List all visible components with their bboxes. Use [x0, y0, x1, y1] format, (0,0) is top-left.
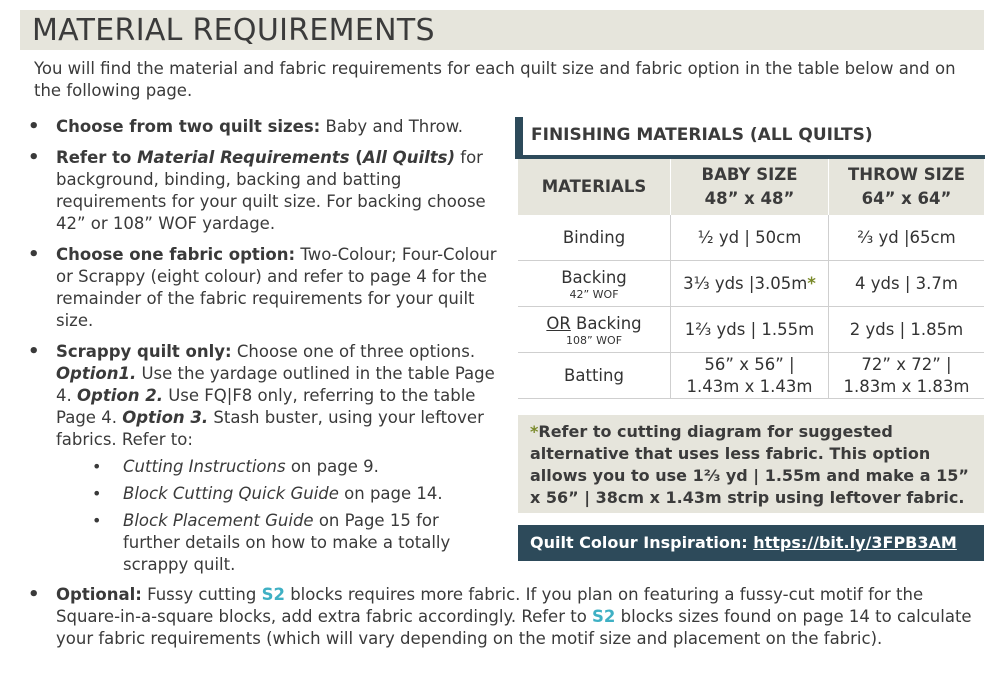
backing-note: [518, 415, 984, 513]
list-item-reference: All Quilts): [362, 148, 456, 167]
cell-value: 1.83m x 1.83m: [843, 376, 970, 396]
list-item-text: blocks sizes found on page 14 to calculate your fabric requirements (which will vary depending on the motif size and placement on the fabric).: [56, 607, 972, 648]
block-code: S2: [261, 585, 285, 604]
list-item-heading: Choose from two quilt sizes:: [56, 117, 321, 136]
option-label: Option1.: [56, 364, 137, 383]
bullet-icon: •: [28, 584, 40, 605]
list-item-heading: (: [349, 148, 363, 167]
sub-item-quick-guide: [56, 483, 500, 505]
bullet-icon: •: [92, 484, 102, 503]
title-bar: [20, 10, 984, 50]
cell-value: 3⅓ yds |3.05m: [683, 273, 808, 293]
col-header-materials: MATERIALS: [518, 159, 671, 215]
optional-note: [22, 584, 972, 659]
cell-baby: [671, 353, 829, 399]
inspiration-bar: [518, 525, 984, 561]
cell-baby: [671, 261, 829, 307]
cell-baby: 1⅔ yds | 1.55m: [671, 307, 829, 353]
list-item-text: for background, binding, backing and batting requirements for your quilt size. For backing choose 42” or 108” WOF yardage.: [56, 148, 486, 233]
row-label-or: OR: [546, 313, 571, 333]
sub-item-reference: Block Placement Guide: [123, 511, 314, 530]
cell-value: 56” x 56” |: [704, 354, 795, 374]
page-title: MATERIAL REQUIREMENTS: [32, 13, 435, 48]
row-label: Binding: [518, 215, 671, 261]
list-item-text: Baby and Throw.: [320, 117, 464, 136]
row-label: Batting: [518, 353, 671, 399]
col-header-baby-label: BABY SIZE: [701, 165, 798, 184]
col-header-baby: [671, 159, 829, 215]
list-item-text: Fussy cutting: [141, 585, 262, 604]
col-header-baby-dim: 48” x 48”: [704, 189, 795, 208]
list-item-heading: Scrappy quilt only:: [56, 342, 232, 361]
cell-value: 1.43m x 1.43m: [686, 376, 813, 396]
cell-throw: 2 yds | 1.85m: [829, 307, 985, 353]
sub-item-placement: [56, 510, 500, 576]
sub-item-text: on page 9.: [285, 457, 379, 476]
bullet-icon: •: [28, 341, 40, 362]
list-item-scrappy: [22, 341, 500, 576]
table-row: [518, 307, 984, 353]
list-item-reference: Material Requirements: [137, 148, 350, 167]
table-row: [518, 215, 984, 261]
bullet-icon: •: [28, 147, 40, 168]
row-label-sub: 108” WOF: [565, 333, 623, 347]
row-label-text: Backing: [570, 313, 642, 333]
bullet-icon: •: [92, 457, 102, 476]
option-label: Option 2.: [77, 386, 163, 405]
asterisk-mark: *: [807, 273, 816, 293]
list-item-heading: Optional:: [56, 585, 142, 604]
cell-baby: ½ yd | 50cm: [671, 215, 829, 261]
instructions-list: [22, 116, 500, 585]
inspiration-label: Quilt Colour Inspiration:: [530, 533, 754, 552]
list-item-text: Two-Colour; Four-Colour or Scrappy (eight colour) and refer to page 4 for the remainder of the fabric requirements for your quilt size.: [56, 245, 497, 330]
list-item-text: Use the yardage outlined in the table Page 4.: [56, 364, 495, 405]
sub-item-reference: Block Cutting Quick Guide: [123, 484, 339, 503]
row-label: [518, 307, 671, 353]
list-item-text: Use FQ|F8 only, referring to the table Page 4.: [56, 386, 476, 427]
row-label: [518, 261, 671, 307]
list-item-text: Stash buster, using your leftover fabrics. Refer to:: [56, 408, 484, 449]
cell-throw: [829, 353, 985, 399]
option-label: Option 3.: [122, 408, 209, 427]
sub-item-text: on Page 15 for further details on how to make a totally scrappy quilt.: [123, 511, 451, 574]
sub-item-text: on page 14.: [338, 484, 443, 503]
bullet-icon: •: [92, 511, 102, 530]
list-item-fabric-option: [22, 244, 500, 332]
table-row: [518, 261, 984, 307]
inspiration-link[interactable]: https://bit.ly/3FPB3AM: [753, 533, 957, 552]
finishing-heading-text: FINISHING MATERIALS (ALL QUILTS): [531, 125, 873, 145]
col-header-throw-dim: 64” x 64”: [861, 189, 952, 208]
cell-throw: ⅔ yd |65cm: [829, 215, 985, 261]
backing-note-text: Refer to cutting diagram for suggested alternative that uses less fabric. This option allows you to use 1⅔ yd | 1.55m and make a 15” x 56” | 38cm x 1.43m strip using leftover fabric.: [530, 422, 969, 507]
finishing-materials-table: [518, 159, 984, 399]
col-header-throw: [829, 159, 985, 215]
list-item-heading: Choose one fabric option:: [56, 245, 296, 264]
list-item-text: blocks requires more fabric. If you plan on featuring a fussy-cut motif for the Square-in-a-square blocks, add extra fabric accordingly. Refer to: [56, 585, 924, 626]
row-label-text: Backing: [561, 267, 627, 287]
cell-value: 72” x 72” |: [861, 354, 952, 374]
col-header-throw-label: THROW SIZE: [848, 165, 965, 184]
list-item-heading: Refer to: [56, 148, 138, 167]
list-item-text: Choose one of three options.: [231, 342, 476, 361]
sub-item-cutting: [56, 456, 500, 478]
table-row: [518, 353, 984, 399]
list-item-optional: [22, 584, 972, 650]
bullet-icon: •: [28, 116, 40, 137]
list-item-refer-material: [22, 147, 500, 235]
intro-text: You will find the material and fabric requirements for each quilt size and fabric option in the table below and on the following page.: [34, 59, 956, 100]
sub-item-reference: Cutting Instructions: [123, 457, 286, 476]
finishing-heading: [515, 117, 985, 159]
asterisk-mark: *: [530, 422, 539, 441]
row-label-sub: 42” WOF: [569, 287, 619, 301]
cell-throw: 4 yds | 3.7m: [829, 261, 985, 307]
table-header-row: [518, 159, 984, 215]
bullet-icon: •: [28, 244, 40, 265]
list-item-quilt-sizes: [22, 116, 500, 138]
block-code: S2: [592, 607, 616, 626]
